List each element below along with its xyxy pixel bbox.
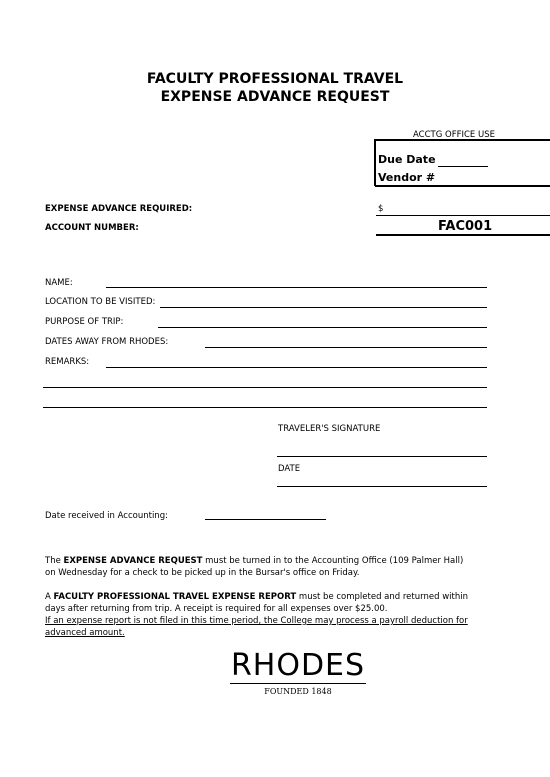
- form-title-line1: FACULTY PROFESSIONAL TRAVEL: [146, 71, 404, 87]
- remarks-field-line-1[interactable]: [106, 367, 487, 368]
- instruction-1-bold: EXPENSE ADVANCE REQUEST: [63, 556, 203, 566]
- due-date-line[interactable]: [438, 166, 488, 167]
- date-received-line[interactable]: [205, 519, 326, 520]
- form-title-line2: EXPENSE ADVANCE REQUEST: [160, 89, 390, 105]
- location-label: LOCATION TO BE VISITED:: [45, 297, 156, 307]
- due-date-label: Due Date: [378, 153, 436, 166]
- instruction-1-prefix: The: [45, 556, 64, 566]
- account-number-line: [376, 234, 550, 236]
- instruction-2-line-4: advanced amount.: [45, 628, 125, 638]
- instruction-2-bold: FACULTY PROFESSIONAL TRAVEL EXPENSE REPORT: [53, 592, 297, 602]
- instruction-2-prefix: A: [45, 592, 54, 602]
- purpose-field-line[interactable]: [158, 327, 487, 328]
- account-number-label: ACCOUNT NUMBER:: [45, 223, 139, 233]
- traveler-signature-line[interactable]: [277, 456, 487, 457]
- instruction-2-line-2: days after returning from trip. A receipt is required for all expenses over $25.00.: [45, 604, 388, 614]
- instruction-paragraph-2: [45, 591, 545, 639]
- dates-away-label: DATES AWAY FROM RHODES:: [45, 337, 169, 347]
- instruction-paragraph-1: [45, 555, 545, 579]
- remarks-label: REMARKS:: [45, 357, 90, 367]
- name-field-line[interactable]: [106, 287, 487, 288]
- office-box-top: [375, 139, 550, 141]
- rhodes-logo-text: RHODES: [230, 648, 366, 683]
- name-label: NAME:: [45, 278, 73, 288]
- rhodes-logo: [0, 648, 550, 683]
- dates-away-field-line[interactable]: [205, 347, 487, 348]
- instruction-1-rest: must be turned in to the Accounting Office (109 Palmer Hall): [202, 556, 464, 566]
- signature-date-line[interactable]: [277, 486, 487, 487]
- purpose-label: PURPOSE OF TRIP:: [45, 317, 124, 327]
- office-box-left: [374, 139, 376, 186]
- signature-date-label: DATE: [278, 464, 301, 474]
- vendor-label: Vendor #: [378, 171, 436, 184]
- date-received-label: Date received in Accounting:: [45, 511, 168, 521]
- instruction-2-line-1: [45, 591, 545, 603]
- instruction-2-rest: must be completed and returned within: [296, 592, 468, 602]
- account-number-value: FAC001: [438, 219, 493, 234]
- founded-text: FOUNDED 1848: [264, 687, 332, 696]
- location-field-line[interactable]: [160, 307, 487, 308]
- instruction-1-line-2: on Wednesday for a check to be picked up in the Bursar's office on Friday.: [45, 568, 360, 578]
- instruction-1-line-1: [45, 555, 545, 567]
- office-use-heading: ACCTG OFFICE USE: [413, 130, 495, 140]
- instruction-2-line-3: If an expense report is not filed in this time period, the College may process a payroll deduction for: [45, 616, 468, 626]
- traveler-signature-label: TRAVELER'S SIGNATURE: [278, 424, 381, 434]
- advance-amount-line[interactable]: [376, 215, 550, 216]
- office-box-bottom: [375, 185, 550, 187]
- currency-symbol: $: [378, 204, 384, 214]
- advance-required-label: EXPENSE ADVANCE REQUIRED:: [45, 204, 193, 214]
- remarks-field-line-3[interactable]: [43, 407, 487, 408]
- remarks-field-line-2[interactable]: [43, 387, 487, 388]
